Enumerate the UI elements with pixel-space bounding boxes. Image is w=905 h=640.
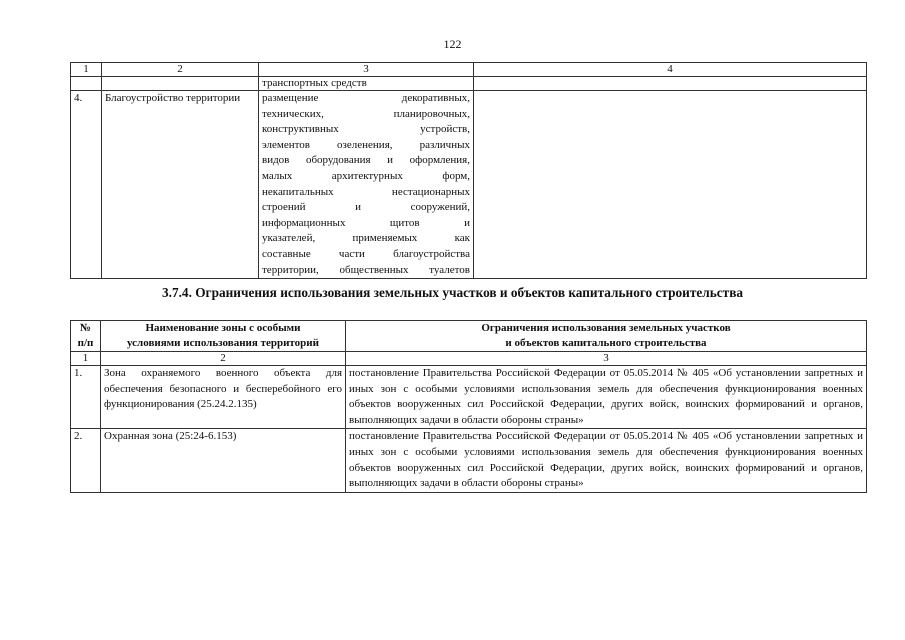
- description-line: малых архитектурных форм,: [262, 169, 470, 182]
- table-row: [71, 429, 867, 492]
- column-number-row: [71, 352, 867, 366]
- column-number: 3: [259, 63, 474, 77]
- column-number: 1: [71, 352, 101, 366]
- column-number: 2: [102, 63, 259, 77]
- column-number: 3: [346, 352, 867, 366]
- description-line: некапитальных нестационарных: [262, 185, 470, 198]
- row-number: 2.: [71, 429, 101, 492]
- description-line: размещение декоративных,: [262, 92, 470, 104]
- table-row: [71, 366, 867, 429]
- description-line: указателей, применяемых как: [262, 232, 470, 245]
- table-header-row: [71, 321, 867, 352]
- use-type-description: [259, 91, 474, 279]
- column-number: 4: [474, 63, 867, 77]
- column-number: 2: [101, 352, 346, 366]
- description-line: технических, планировочных,: [262, 107, 470, 120]
- land-use-table-continuation: [70, 62, 867, 279]
- zone-name: Зона охраняемого военного объекта для обеспечения безопасного и бесперебойного его функционирования (25.24.2.135): [101, 366, 346, 429]
- section-title: 3.7.4. Ограничения использования земельных участков и объектов капитального строительства: [161, 285, 744, 300]
- header-text: условиями использования территорий: [127, 337, 319, 349]
- page-number: 122: [443, 37, 462, 51]
- row-number: 1.: [71, 366, 101, 429]
- zone-name: Охранная зона (25:24-6.153): [101, 429, 346, 492]
- row-number: 4.: [71, 91, 102, 279]
- header-text: п/п: [77, 337, 94, 349]
- table-row: [71, 91, 867, 279]
- description-line: видов оборудования и оформления,: [262, 154, 470, 167]
- column-number: 1: [71, 63, 102, 77]
- restrictions-cell: [474, 91, 867, 279]
- header-text: и объектов капитального строительства: [505, 337, 707, 349]
- header-text: Наименование зоны с особыми: [145, 322, 301, 334]
- description-line: строений и сооружений,: [262, 201, 470, 214]
- header-restrictions: [346, 321, 867, 352]
- header-text: Ограничения использования земельных участков: [481, 322, 731, 334]
- description-line: элементов озеленения, различных: [262, 138, 470, 151]
- table-row: [71, 77, 867, 91]
- restriction-text: постановление Правительства Российской Федерации от 05.05.2014 № 405 «Об установлении запретных и иных зон с особыми условиями использования земель для обеспечения функционирования военных объектов вооруженных сил Российской Федерации, других войск, воинских формирований и органов, выполняющих задачи в области обороны страны»: [346, 429, 867, 492]
- header-text: №: [79, 322, 92, 334]
- description-line: составные части благоустройства: [262, 247, 470, 260]
- header-num: [71, 321, 101, 352]
- continuation-text: транспортных средств: [259, 77, 474, 91]
- header-zone: [101, 321, 346, 352]
- use-type-name: Благоустройство территории: [102, 91, 259, 279]
- restriction-text: постановление Правительства Российской Федерации от 05.05.2014 № 405 «Об установлении запретных и иных зон с особыми условиями использования земель для обеспечения функционирования военных объектов вооруженных сил Российской Федерации, других войск, воинских формирований и органов, выполняющих задачи в области обороны страны»: [346, 366, 867, 429]
- description-line: информационных щитов и: [262, 216, 470, 229]
- restrictions-table: [70, 320, 867, 493]
- description-line: конструктивных устройств,: [262, 123, 470, 136]
- description-line: территории, общественных туалетов: [262, 263, 470, 276]
- column-number-row: [71, 63, 867, 77]
